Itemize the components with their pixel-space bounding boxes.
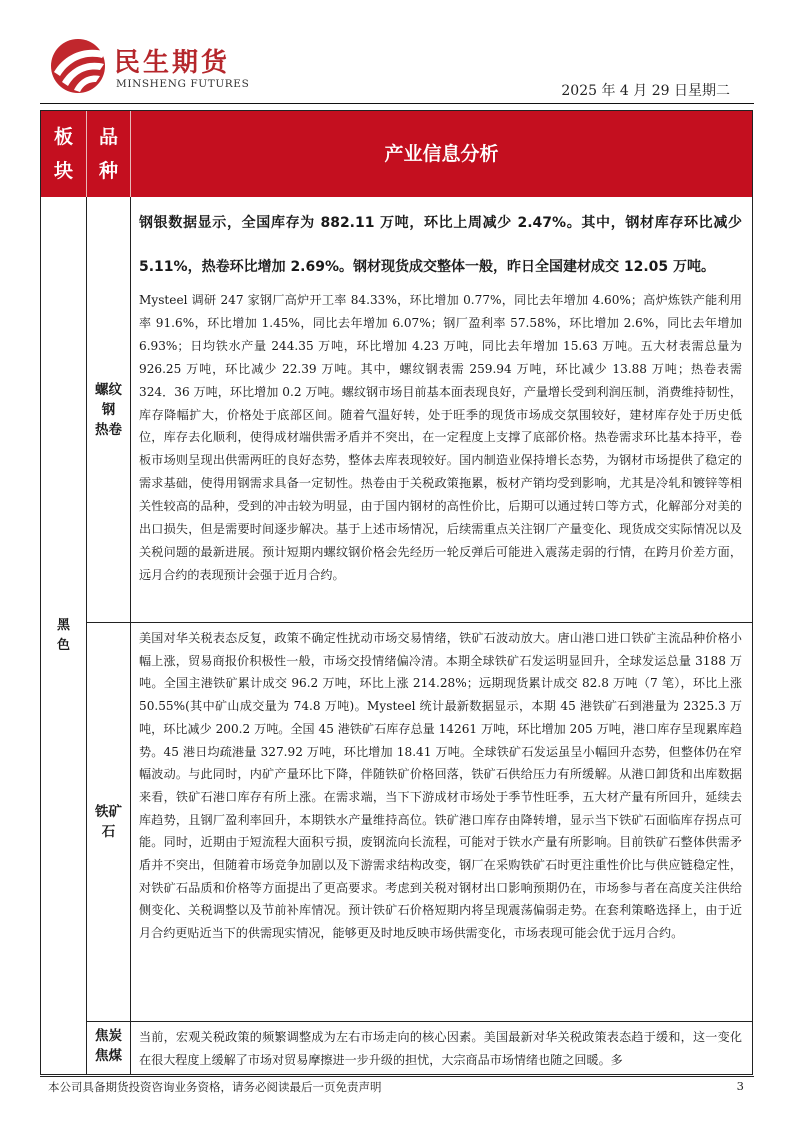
board-cell: [41, 197, 87, 1074]
iron-ore-body-paragraph: 美国对华关税表态反复，政策不确定性扰动市场交易情绪，铁矿石波动放大。唐山港口进口铁矿主流品种价格小幅上涨，贸易商报价积极性一般，市场交投情绪偏冷清。本期全球铁矿石发运明显回升，全球发运总量 3188 万吨。全国主港铁矿累计成交 96.2 万吨，环比上涨 214.28%；远期现货累计成交 82.8 万吨（7 笔），环比上涨 50.55%(其中矿山成交量为 74.8 万吨)。Mysteel 统计最新数据显示，本期 45 港铁矿石到港量为 2325.3 万吨，环比减少 200.2 万吨。全国 45 港铁矿石库存总量 14261 万吨，环比增加 205 万吨，港口库存呈现累库趋势。45 港日均疏港量 327.92 万吨，环比增加 18.41 万吨。全球铁矿石发运虽呈小幅回升态势，但整体仍在窄幅波动。与此同时，内矿产量环比下降，伴随铁矿价格回落，铁矿石供给压力有所缓解。从港口卸货和出库数据来看，铁矿石港口库存有所上涨。在需求端，当下下游成材市场处于季节性旺季，五大材产量有所回升，延续去库趋势，且钢厂盈利率回升，本期铁水产量维持高位。铁矿港口库存由降转增，显示当下铁矿石面临库存拐点可能。同时，近期由于短流程大面积亏损，废钢流向长流程，可能对于铁水产量有所影响。目前铁矿石整体供需矛盾并不突出，但随着市场竞争加剧以及下游需求结构改变，钢厂在采购铁矿石时更注重性价比与供应链稳定性，对铁矿石品质和价格等方面提出了更高要求。考虑到关税对钢材出口影响预期仍在，市场参与者在高度关注供给侧变化、关税调整以及节前补库情况。预计铁矿石价格短期内将呈现震荡偏弱走势。在套利策略选择上，由于近月合约更贴近当下的供需现实情况，能够更及时地反映市场供需变化，市场表现可能会优于远月合约。: [139, 631, 742, 941]
table-header-row: [41, 111, 752, 197]
category-line-2: 焦煤: [95, 1048, 122, 1064]
table-row-coke: [87, 1022, 752, 1074]
report-date: 2025 年 4 月 29 日星期二: [561, 83, 730, 99]
iron-ore-analysis: [131, 623, 752, 1021]
category-line-1: 焦炭: [95, 1028, 122, 1044]
category-line-3: 热卷: [95, 421, 122, 438]
header-board: [41, 111, 87, 197]
category-line-1: 铁矿: [95, 804, 122, 820]
header-variety-char-2: 种: [98, 160, 118, 182]
category-line-2: 钢: [101, 401, 116, 418]
header-title: 产业信息分析: [384, 143, 499, 165]
header-variety-char-1: 品: [98, 126, 118, 148]
rebar-lead-paragraph: 钢银数据显示，全国库存为 882.11 万吨，环比上周减少 2.47%。其中，钢材库存环比减少 5.11%，热卷环比增加 2.69%。钢材现货成交整体一般，昨日全国建材成交 12.05 万吨。: [139, 215, 742, 275]
header-variety: [87, 111, 131, 197]
rebar-body-paragraph: Mysteel 调研 247 家钢厂高炉开工率 84.33%，环比增加 0.77%，同比去年增加 4.60%；高炉炼铁产能利用率 91.6%，环比增加 1.45%，同比去年增加 6.07%；钢厂盈利率 57.58%，环比增加 2.6%，同比去年增加 6.93%；日均铁水产量 244.35 万吨，环比增加 4.23 万吨，同比去年增加 15.63 万吨。五大材表需总量为 926.25 万吨，环比减少 22.39 万吨。其中，螺纹钢表需 259.94 万吨，环比减少 13.88 万吨；热卷表需 324．36 万吨，环比增加 0.2 万吨。螺纹钢市场目前基本面表现良好，产量增长受到利润压制，消费维持韧性，库存降幅扩大，价格处于底部区间。随着气温好转，处于旺季的现货市场成交氛围较好，建材库存处于历史低位，库存去化顺利，使得成材端供需矛盾并不突出，在一定程度上支撑了底部价格。热卷需求环比基本持平，卷板市场则呈现出供需两旺的良好态势，整体去库表现较好。国内制造业保持增长态势，为钢材市场提供了稳定的需求基础，使得用钢需求具备一定韧性。热卷由于关税政策拖累，板材产销均受到影响，尤其是冷轧和镀锌等相关性较高的品种，受到的冲击较为明显，由于国内钢材的高性价比，后期可以通过转口等方式，化解部分对美的出口损失，但是需要时间逐步解决。基于上述市场情况，后续需重点关注钢厂产量变化、现货成交实际情况以及关税问题的最新进展。预计短期内螺纹钢价格会先经历一轮反弹后可能进入震荡走弱的行情，在跨月价差方面，远月合约的表现预计会强于近月合约。: [139, 293, 742, 582]
coke-analysis: [131, 1022, 752, 1074]
header-board-char-1: 板: [53, 126, 73, 148]
board-char-1: 黑: [56, 617, 70, 633]
logo-english-name: MINSHENG FUTURES: [116, 78, 250, 90]
company-logo: [48, 38, 348, 100]
footer-disclaimer: 本公司具备期货投资咨询业务资格，请务必阅读最后一页免责声明: [48, 1080, 382, 1094]
board-char-2: 色: [56, 637, 70, 653]
page-number: 3: [736, 1079, 744, 1093]
analysis-table: [40, 110, 753, 1075]
footer-divider: [40, 1076, 754, 1077]
coke-body-paragraph: 当前，宏观关税政策的频繁调整成为左右市场走向的核心因素。美国最新对华关税政策表态趋于缓和，这一变化在很大程度上缓解了市场对贸易摩擦进一步升级的担忧，大宗商品市场情绪也随之回暖。多: [139, 1030, 742, 1067]
header-board-char-2: 块: [53, 160, 73, 182]
minsheng-logo-icon: [48, 38, 110, 94]
category-line-2: 石: [101, 824, 116, 840]
category-rebar: [87, 197, 131, 622]
category-iron-ore: [87, 623, 131, 1021]
table-row-rebar: [87, 197, 752, 623]
header-divider: [40, 103, 754, 104]
category-coke: [87, 1022, 131, 1074]
rebar-analysis: [131, 197, 752, 622]
category-line-1: 螺纹: [95, 381, 122, 398]
table-row-iron-ore: [87, 623, 752, 1022]
logo-chinese-name: 民生期货: [114, 48, 231, 78]
